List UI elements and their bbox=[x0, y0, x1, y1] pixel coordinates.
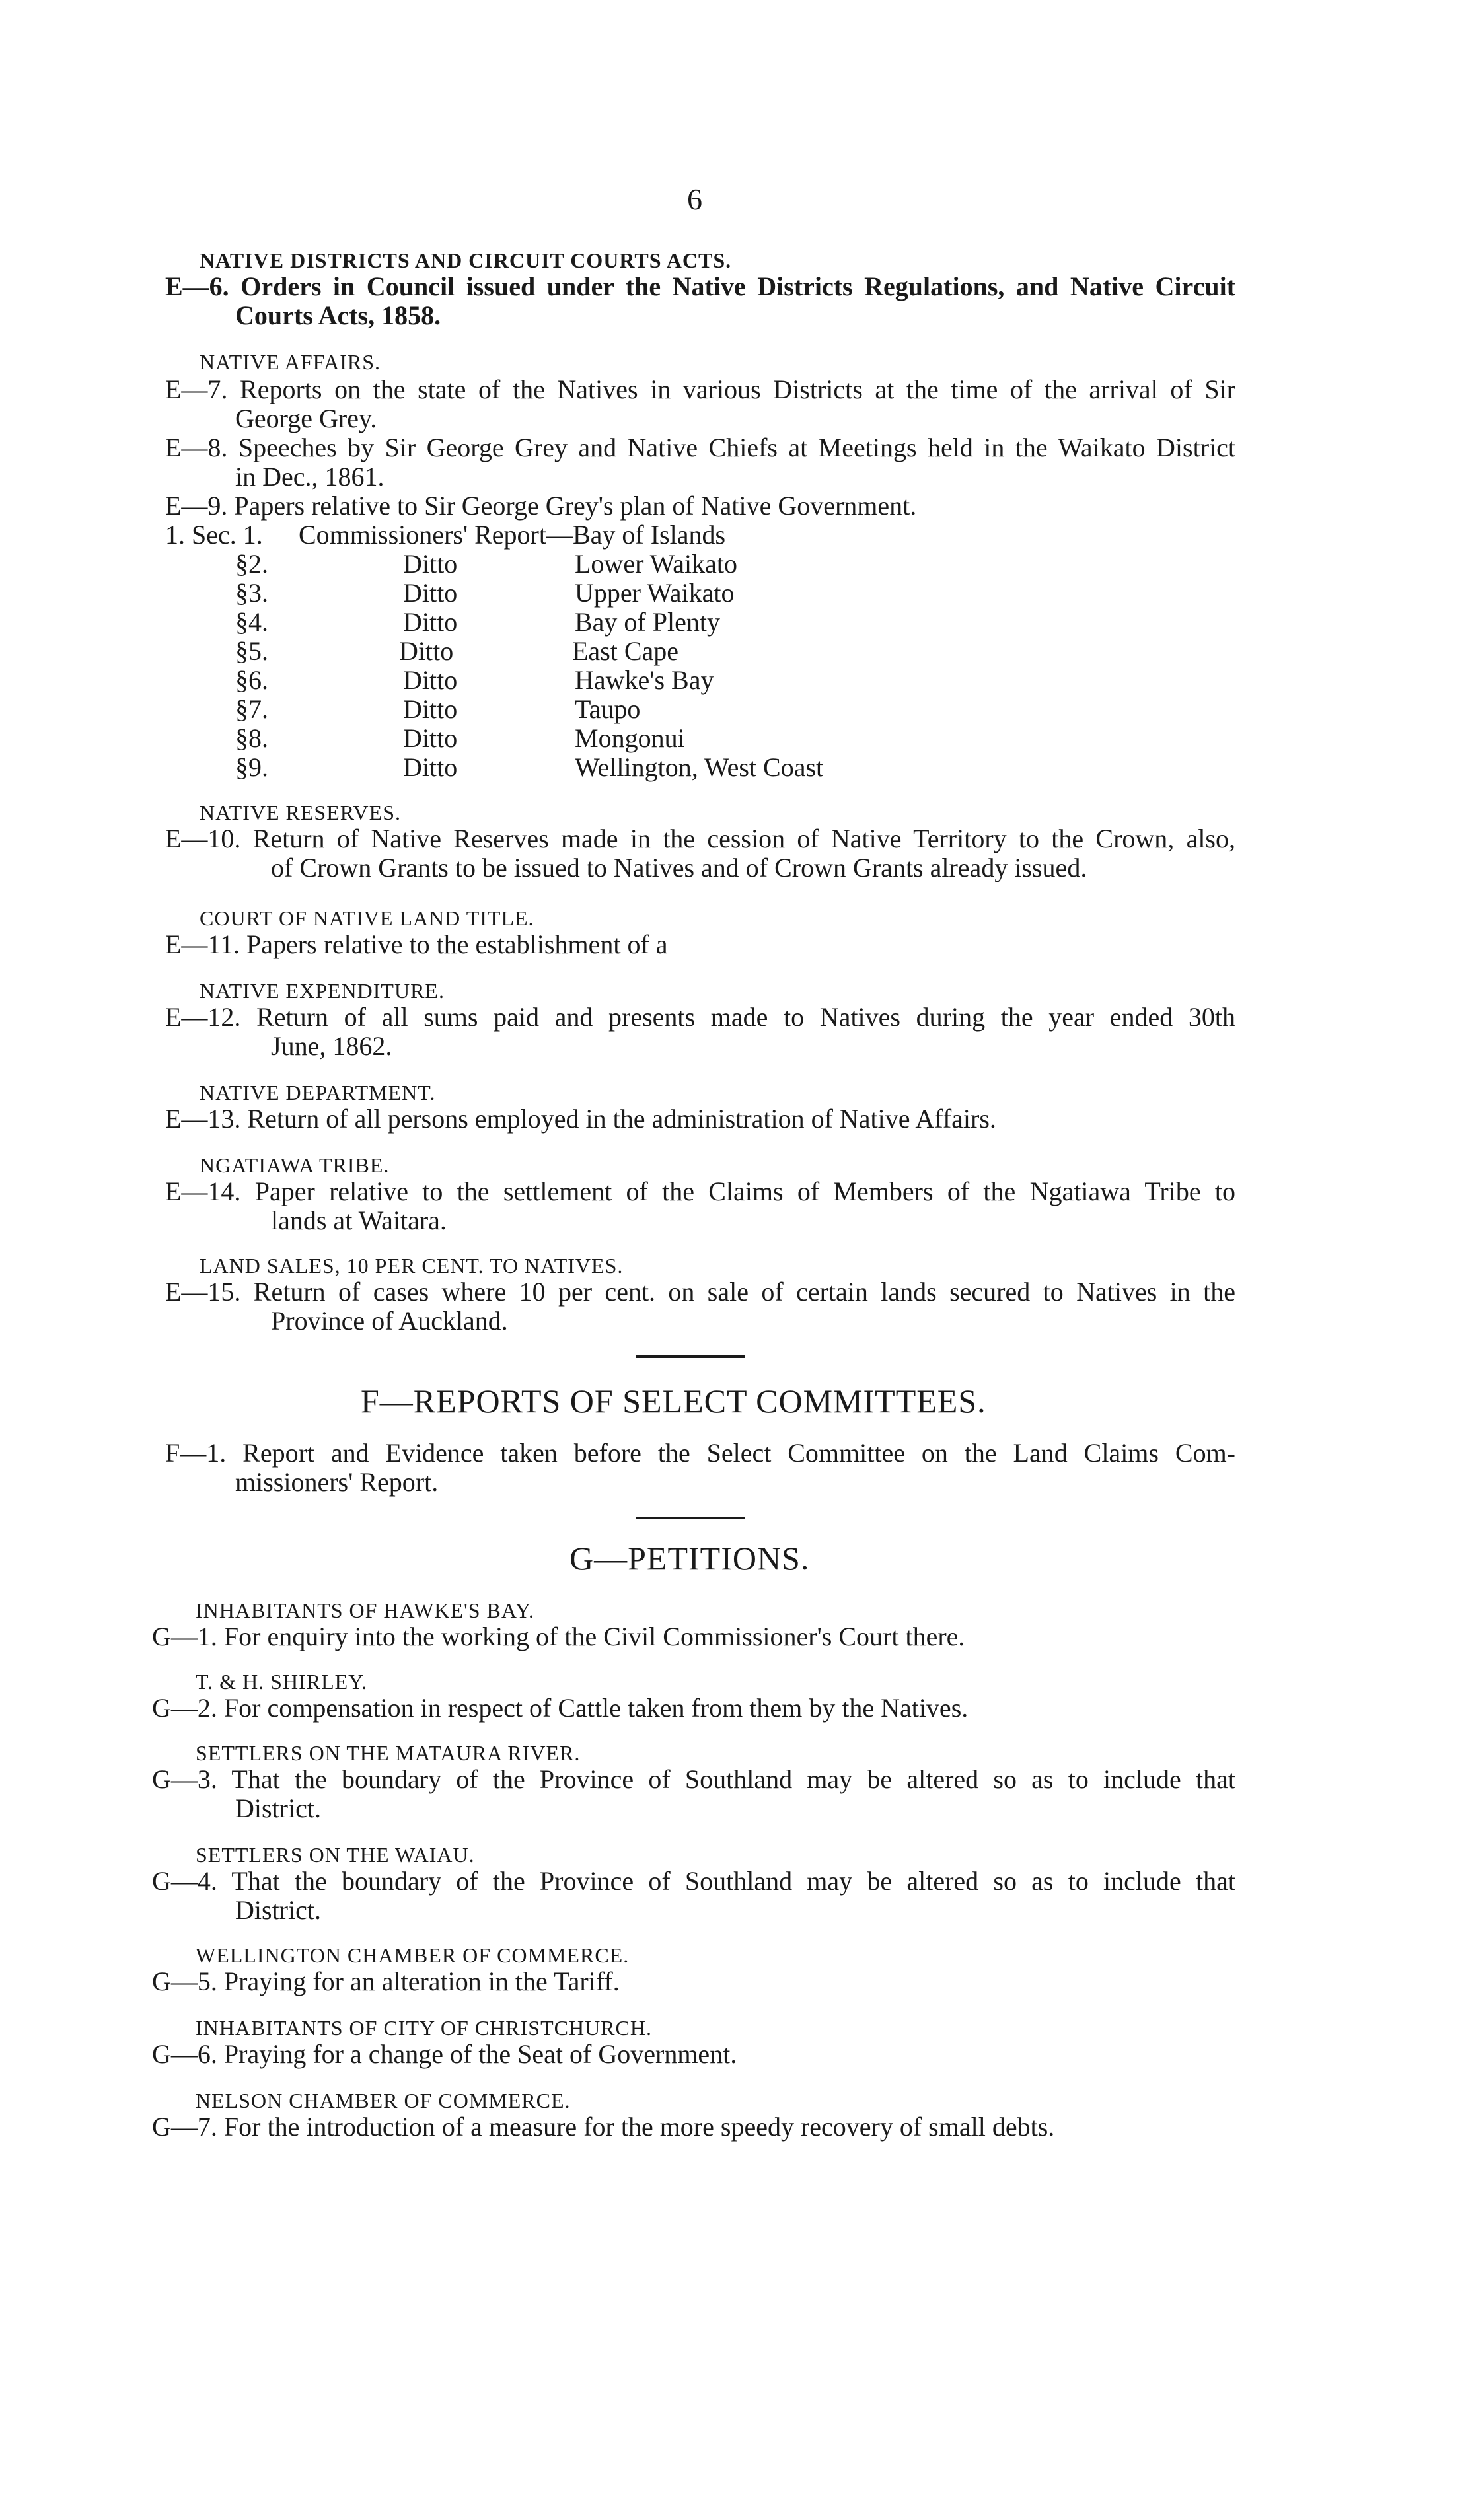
entry-e13-line1: E—13. Return of all persons employed in the administration of Native Affairs. bbox=[165, 1104, 996, 1134]
entry-g2-line1: G—2. For compensation in respect of Cattle taken from them by the Natives. bbox=[152, 1693, 969, 1723]
section-5-num: §5. bbox=[235, 636, 268, 666]
section-4-num: §4. bbox=[235, 607, 268, 637]
section-5-label: Ditto bbox=[399, 636, 454, 666]
entry-e14-line2: lands at Waitara. bbox=[271, 1206, 447, 1235]
entry-g7-line1: G—7. For the introduction of a measure for the more speedy recovery of small debts. bbox=[152, 2112, 1055, 2142]
heading-native-affairs: NATIVE AFFAIRS. bbox=[200, 350, 381, 374]
section-f-title: F—REPORTS OF SELECT COMMITTEES. bbox=[361, 1383, 986, 1420]
section-6-num: §6. bbox=[235, 665, 268, 695]
entry-g5-line1: G—5. Praying for an alteration in the Tariff. bbox=[152, 1966, 620, 1996]
section-2-place: Lower Waikato bbox=[575, 549, 737, 579]
section-3-place: Upper Waikato bbox=[575, 578, 735, 608]
heading-g5: WELLINGTON CHAMBER OF COMMERCE. bbox=[196, 1943, 630, 1967]
section-8-place: Mongonui bbox=[575, 723, 685, 753]
section-1-num: 1. Sec. 1. bbox=[165, 520, 263, 550]
section-4-label: Ditto bbox=[403, 607, 458, 637]
heading-native-department: NATIVE DEPARTMENT. bbox=[200, 1081, 436, 1104]
section-6-place: Hawke's Bay bbox=[575, 665, 714, 695]
section-1-label: Commissioners' Report—Bay of Islands bbox=[299, 520, 726, 550]
entry-e12-line2: June, 1862. bbox=[271, 1031, 392, 1061]
entry-e6-line2: Courts Acts, 1858. bbox=[235, 301, 441, 330]
entry-e7-line2: George Grey. bbox=[235, 404, 377, 433]
entry-f1-line1: F—1. Report and Evidence taken before the Select Committee on the Land Claims Com- bbox=[165, 1438, 1235, 1468]
section-9-place: Wellington, West Coast bbox=[575, 752, 824, 782]
heading-court-land-title: COURT OF NATIVE LAND TITLE. bbox=[200, 906, 534, 930]
section-6-label: Ditto bbox=[403, 665, 458, 695]
section-5-place: East Cape bbox=[572, 636, 679, 666]
heading-g4: SETTLERS ON THE WAIAU. bbox=[196, 1843, 475, 1867]
section-8-num: §8. bbox=[235, 723, 268, 753]
entry-e15-line2: Province of Auckland. bbox=[271, 1306, 508, 1336]
entry-g6-line1: G—6. Praying for a change of the Seat of Government. bbox=[152, 2039, 737, 2069]
entry-e9-line1: E—9. Papers relative to Sir George Grey's plan of Native Government. bbox=[165, 491, 917, 521]
entry-f1-line2: missioners' Report. bbox=[235, 1467, 439, 1497]
entry-g3-line1: G—3. That the boundary of the Province of Southland may be altered so as to include that bbox=[152, 1764, 1235, 1794]
entry-e8-line1: E—8. Speeches by Sir George Grey and Native Chiefs at Meetings held in the Waikato District bbox=[165, 433, 1235, 462]
heading-ngatiawa-tribe: NGATIAWA TRIBE. bbox=[200, 1153, 390, 1177]
section-9-num: §9. bbox=[235, 752, 268, 782]
section-8-label: Ditto bbox=[403, 723, 458, 753]
section-3-label: Ditto bbox=[403, 578, 458, 608]
section-4-place: Bay of Plenty bbox=[575, 607, 720, 637]
entry-e10-line2: of Crown Grants to be issued to Natives and of Crown Grants already issued. bbox=[271, 853, 1087, 882]
section-2-label: Ditto bbox=[403, 549, 458, 579]
heading-g1: INHABITANTS OF HAWKE'S BAY. bbox=[196, 1599, 535, 1622]
section-7-place: Taupo bbox=[575, 694, 641, 724]
entry-g4-line1: G—4. That the boundary of the Province of Southland may be altered so as to include that bbox=[152, 1866, 1235, 1896]
section-7-num: §7. bbox=[235, 694, 268, 724]
section-g-title: G—PETITIONS. bbox=[569, 1540, 810, 1577]
section-3-num: §3. bbox=[235, 578, 268, 608]
heading-g7: NELSON CHAMBER OF COMMERCE. bbox=[196, 2089, 571, 2112]
entry-e10-line1: E—10. Return of Native Reserves made in the cession of Native Territory to the Crown, also, bbox=[165, 824, 1235, 853]
section-divider bbox=[636, 1517, 745, 1519]
heading-native-districts: NATIVE DISTRICTS AND CIRCUIT COURTS ACTS. bbox=[200, 248, 732, 272]
entry-g4-line2: District. bbox=[235, 1895, 321, 1925]
section-9-label: Ditto bbox=[403, 752, 458, 782]
section-divider bbox=[636, 1355, 745, 1358]
section-7-label: Ditto bbox=[403, 694, 458, 724]
entry-e15-line1: E—15. Return of cases where 10 per cent. on sale of certain lands secured to Natives in the bbox=[165, 1277, 1235, 1307]
heading-g6: INHABITANTS OF CITY OF CHRISTCHURCH. bbox=[196, 2016, 652, 2040]
heading-native-reserves: NATIVE RESERVES. bbox=[200, 801, 401, 824]
entry-e12-line1: E—12. Return of all sums paid and presents made to Natives during the year ended 30th bbox=[165, 1002, 1235, 1032]
entry-e14-line1: E—14. Paper relative to the settlement of the Claims of Members of the Ngatiawa Tribe to bbox=[165, 1176, 1235, 1206]
entry-e8-line2: in Dec., 1861. bbox=[235, 462, 385, 491]
entry-g3-line2: District. bbox=[235, 1793, 321, 1823]
section-2-num: §2. bbox=[235, 549, 268, 579]
heading-g3: SETTLERS ON THE MATAURA RIVER. bbox=[196, 1741, 581, 1765]
heading-land-sales: LAND SALES, 10 PER CENT. TO NATIVES. bbox=[200, 1254, 624, 1278]
heading-native-expenditure: NATIVE EXPENDITURE. bbox=[200, 979, 445, 1003]
entry-g1-line1: G—1. For enquiry into the working of the Civil Commissioner's Court there. bbox=[152, 1622, 965, 1651]
entry-e7-line1: E—7. Reports on the state of the Natives in various Districts at the time of the arrival of Sir bbox=[165, 375, 1235, 404]
heading-g2: T. & H. SHIRLEY. bbox=[196, 1670, 368, 1694]
page-number: 6 bbox=[687, 182, 702, 216]
entry-e6-line1: E—6. Orders in Council issued under the Native Districts Regulations, and Native Circuit bbox=[165, 271, 1235, 301]
entry-e11-line1: E—11. Papers relative to the establishment of a bbox=[165, 929, 668, 959]
